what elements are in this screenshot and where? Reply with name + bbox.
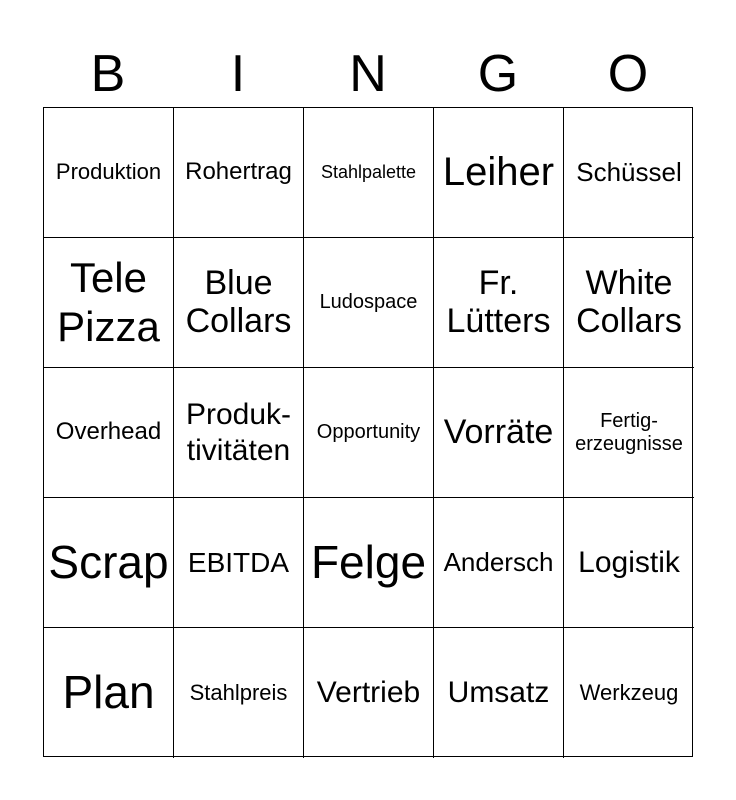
bingo-header xyxy=(43,40,693,108)
bingo-cell[interactable]: Vertrieb xyxy=(304,628,434,758)
header-letter-g: G xyxy=(477,45,519,103)
bingo-cell[interactable]: Produk- tivitäten xyxy=(174,368,304,498)
bingo-cell[interactable]: Stahlpreis xyxy=(174,628,304,758)
bingo-cell[interactable]: White Collars xyxy=(564,238,694,368)
bingo-cell[interactable]: Tele Pizza xyxy=(44,238,174,368)
header-letter-o: O xyxy=(607,45,649,103)
bingo-cell[interactable]: Stahlpalette xyxy=(304,108,434,238)
bingo-cell[interactable]: Ludospace xyxy=(304,238,434,368)
bingo-cell[interactable]: Overhead xyxy=(44,368,174,498)
bingo-cell[interactable]: Produktion xyxy=(44,108,174,238)
bingo-cell[interactable]: Fertig- erzeugnisse xyxy=(564,368,694,498)
bingo-cell[interactable]: EBITDA xyxy=(174,498,304,628)
bingo-cell[interactable]: Blue Collars xyxy=(174,238,304,368)
bingo-cell[interactable]: Rohertrag xyxy=(174,108,304,238)
bingo-board xyxy=(43,107,693,757)
header-letter-i: I xyxy=(230,45,246,103)
bingo-cell[interactable]: Leiher xyxy=(434,108,564,238)
bingo-cell[interactable]: Schüssel xyxy=(564,108,694,238)
bingo-cell[interactable]: Werkzeug xyxy=(579,679,679,705)
bingo-cell[interactable]: Logistik xyxy=(564,498,694,628)
bingo-cell[interactable]: Plan xyxy=(44,628,174,758)
header-letter-n: N xyxy=(349,45,387,103)
bingo-cell[interactable]: Fr. Lütters xyxy=(434,238,564,368)
bingo-cell[interactable]: Scrap xyxy=(44,498,174,628)
bingo-cell[interactable]: Felge xyxy=(304,498,434,628)
bingo-cell[interactable]: Opportunity xyxy=(304,368,434,498)
bingo-cell[interactable]: Andersch xyxy=(434,498,564,628)
header-letter-b: B xyxy=(90,45,126,103)
bingo-cell[interactable]: Vorräte xyxy=(434,368,564,498)
bingo-cell[interactable]: Umsatz xyxy=(434,628,564,758)
